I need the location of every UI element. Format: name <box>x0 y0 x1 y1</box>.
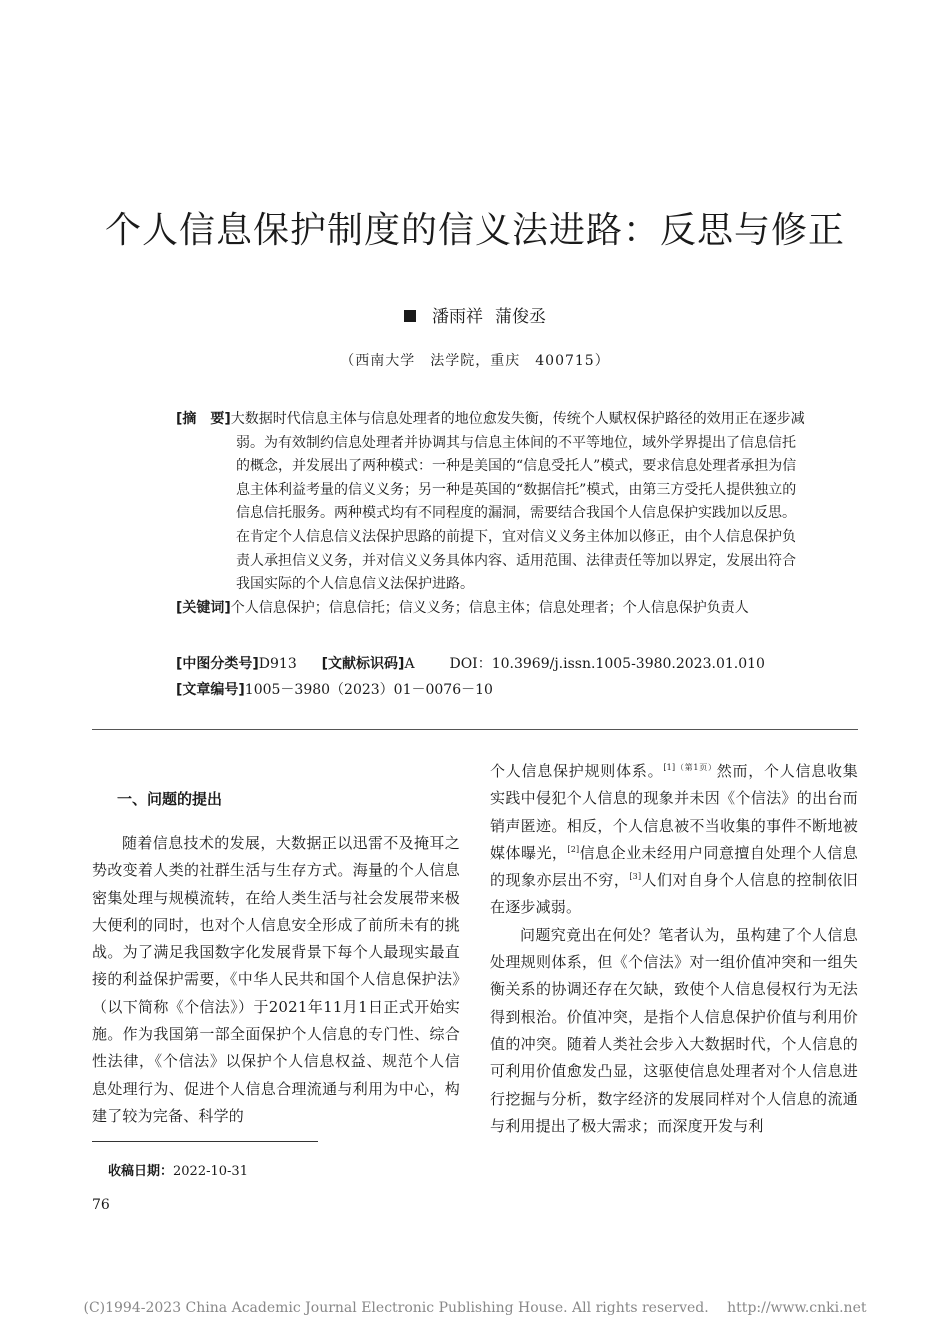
affiliation: （西南大学 法学院，重庆 400715） <box>340 353 610 369</box>
page-number: 76 <box>92 1197 110 1213</box>
abstract-text: 大数据时代信息主体与信息处理者的地位愈发失衡，传统个人赋权保护路径的效用正在逐步减弱。为有效制约信息处理者并协调其与信息主体间的不平等地位，域外学界提出了信息信托的概念，并发展出了两种模式：一种是美国的“信息受托人”模式，要求信息处理者承担为信息主体利益考量的信义义务；另一种是英国的“数据信托”模式，由第三方受托人提供独立的信息信托服务。两种模式均有不同程度的漏洞，需要结合我国个人信息保护实践加以反思。在肯定个人信息信义法保护思路的前提下，宜对信义义务主体加以修正，由个人信息保护负责人承担信义义务，并对信义义务具体内容、适用范围、法律责任等加以界定，发展出符合我国实际的个人信息信义法保护进路。 <box>230 411 805 593</box>
abstract-block <box>176 408 806 620</box>
article-number-label: [文章编号] <box>176 682 245 698</box>
received-date-value: 2022-10-31 <box>173 1164 248 1179</box>
classification-line <box>176 653 816 676</box>
keywords <box>176 597 806 621</box>
right-column <box>490 758 858 1140</box>
doc-code-label: [文献标识码] <box>321 656 405 672</box>
citation: [2] <box>567 844 580 854</box>
paragraph-text: 信息企业未经用户同意擅自处理个人信息的现象亦层出不穷， <box>490 843 858 890</box>
clc-label: [中图分类号] <box>176 656 259 672</box>
author-line <box>0 302 950 327</box>
clc-value: D913 <box>258 656 297 672</box>
abstract-label: [摘 要] <box>176 411 231 427</box>
article-number-value: 1005－3980（2023）01－0076－10 <box>244 682 493 698</box>
paragraph: 问题究竟出在何处？笔者认为，虽构建了个人信息处理规则体系，但《个信法》对一组价值冲突和一组失衡关系的协调还存在欠缺，致使个人信息侵权行为无法得到根治。价值冲突，是指个人信息保护价值与利用价值的冲突。随着人类社会步入大数据时代，个人信息的可利用价值愈发凸显，这驱使信息处理者对个人信息进行挖掘与分析，数字经济的发展同样对个人信息的流通与利用提出了极大需求；而深度开发与利 <box>490 925 858 1135</box>
footnote-rule <box>92 1141 318 1142</box>
citation: [1]（第1页） <box>663 763 717 772</box>
article-number-line <box>176 679 816 702</box>
author-name: 蒲俊丞 <box>495 307 546 327</box>
paragraph <box>490 758 858 922</box>
paper-title: 个人信息保护制度的信义法进路：反思与修正 <box>104 210 845 251</box>
received-date-label: 收稿日期： <box>108 1164 174 1179</box>
keywords-text: 个人信息保护；信息信托；信义义务；信息主体；信息处理者；个人信息保护负责人 <box>230 599 749 616</box>
doi-label: DOI： <box>449 656 492 672</box>
paragraph-text: 个人信息保护规则体系。 <box>490 762 664 780</box>
left-column <box>92 830 460 1130</box>
citation: [3] <box>629 872 642 882</box>
doc-code-value: A <box>404 656 415 672</box>
square-bullet-icon <box>404 310 416 322</box>
paragraph: 随着信息技术的发展，大数据正以迅雷不及掩耳之势改变着人类的社群生活与生存方式。海量的个人信息密集处理与规模流转，在给人类生活与社会发展带来极大便利的同时，也对个人信息安全形成了前所未有的挑战。为了满足我国数字化发展背景下每个人最现实最直接的利益保护需要，《中华人民共和国个人信息保护法》（以下简称《个信法》）于2021年11月1日正式开始实施。作为我国第一部全面保护个人信息的专门性、综合性法律，《个信法》以保护个人信息权益、规范个人信息处理行为、促进个人信息合理流通与利用为中心，构建了较为完备、科学的 <box>92 834 460 1125</box>
keywords-label: [关键词] <box>176 599 231 616</box>
paragraph-text: 人们对自身个人信息的控制依旧在逐步减弱。 <box>490 871 858 917</box>
section-heading: 一、问题的提出 <box>117 790 223 808</box>
author-name: 潘雨祥 <box>432 307 483 327</box>
doi-value: 10.3969/j.issn.1005-3980.2023.01.010 <box>491 656 765 672</box>
divider <box>92 729 858 730</box>
paragraph-text: 然而，个人信息收集实践中侵犯个人信息的现象并未因《个信法》的出台而销声匿迹。相反，个人信息被不当收集的事件不断地被媒体曝光， <box>490 762 858 862</box>
copyright-notice: (C)1994-2023 China Academic Journal Electronic Publishing House. All rights reserved. http://www.cnki.net <box>83 1300 867 1316</box>
footnote <box>108 1160 248 1179</box>
abstract <box>176 408 806 597</box>
